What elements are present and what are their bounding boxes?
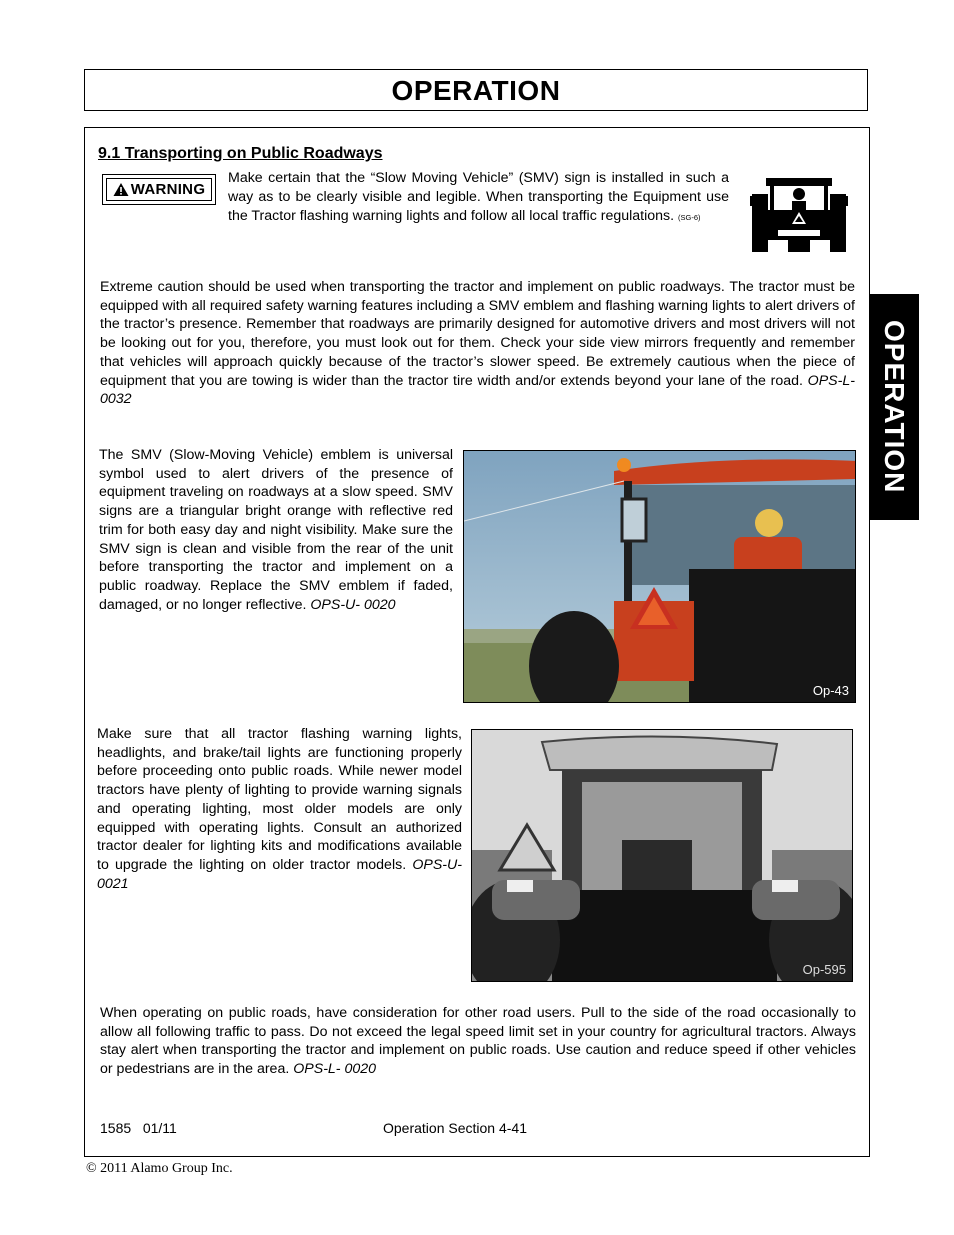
lights-text: Make sure that all tractor flashing warning lights, headlights, and brake/tail lights are functioning properly before proceeding onto public roads. While newer model tractors have plenty of lighting to provide warning signals and operating lighting, most older models are only equipped with operating lights. Consult an authorized tractor dealer for lighting kits and modifications available to upgrade the lighting on older tractor models.	[97, 726, 462, 873]
lights-paragraph	[97, 725, 462, 893]
photo-tractor-smv	[463, 450, 856, 703]
copyright: © 2011 Alamo Group Inc.	[86, 1161, 233, 1176]
footer-doc-number: 1585 01/11	[100, 1120, 177, 1136]
roads-paragraph	[100, 1004, 856, 1079]
caution-paragraph	[100, 278, 855, 409]
warning-text-block	[228, 169, 729, 227]
warning-label: WARNING	[130, 181, 206, 198]
page-title: OPERATION	[391, 75, 561, 106]
lights-ref: OPS-U- 0021	[97, 856, 462, 892]
warning-triangle-icon	[113, 182, 129, 197]
caution-ref: OPS-L- 0032	[100, 372, 855, 408]
section-title: 9.1 Transporting on Public Roadways	[98, 145, 383, 162]
caution-text: Extreme caution should be used when transporting the tractor and implement on public roadways. The tractor must be equipped with all required safety warning features including a SMV emblem and flashing warning lights to alert drivers of the tractor’s presence. Remember that roadways are primarily designed for automotive drivers and most drivers will not be looking out for you, therefore, you must look out for them. Check your side view mirrors frequently and remember that vehicles will approach quickly because of the tractor’s slower speed. Be extremely cautious when the piece of equipment that you are towing is wider than the tractor tire width and/or extends beyond your lane of the road.	[100, 279, 855, 389]
smv-tractor-icon	[748, 172, 850, 256]
warning-code: (SG-6)	[678, 213, 701, 222]
photo-tractor-smv-image	[464, 451, 856, 703]
footer-page-number: Operation Section 4-41	[383, 1120, 527, 1136]
roads-ref: OPS-L- 0020	[293, 1061, 377, 1078]
page-header	[84, 69, 868, 111]
photo-tractor-lights-image	[472, 730, 853, 982]
side-tab	[869, 294, 919, 520]
smv-text: The SMV (Slow-Moving Vehicle) emblem is universal symbol used to alert drivers of the presence of equipment traveling on roadways at a slow speed. SMV signs are a triangular bright orange with reflective red trim for both easy day and night visibility. Make sure the SMV sign is clean and visible from the rear of the unit before transporting the tractor and implement on a public roadway. Replace the SMV emblem if faded, damaged, or no longer reflective.	[99, 447, 453, 613]
warning-text: Make certain that the “Slow Moving Vehicle” (SMV) sign is installed in such a way as to be clearly visible and legible. When transporting the Equipment use the Tractor flashing warning lights and follow all local traffic regulations.	[228, 170, 729, 224]
smv-paragraph	[99, 446, 453, 614]
photo-tractor-lights	[471, 729, 853, 982]
side-tab-label: OPERATION	[879, 320, 910, 494]
warning-badge	[102, 174, 216, 205]
photo1-label: Op-43	[812, 683, 849, 698]
roads-text: When operating on public roads, have consideration for other road users. Pull to the side of the road occasionally to allow all following traffic to pass. Do not exceed the legal speed limit set in your country for agricultural tractors. Always stay alert when transporting the tractor and implement on public roads. Use caution and reduce speed if other vehicles or pedestrians are in the area.	[100, 1005, 856, 1078]
photo2-label: Op-595	[802, 962, 846, 977]
smv-ref: OPS-U- 0020	[310, 596, 396, 613]
